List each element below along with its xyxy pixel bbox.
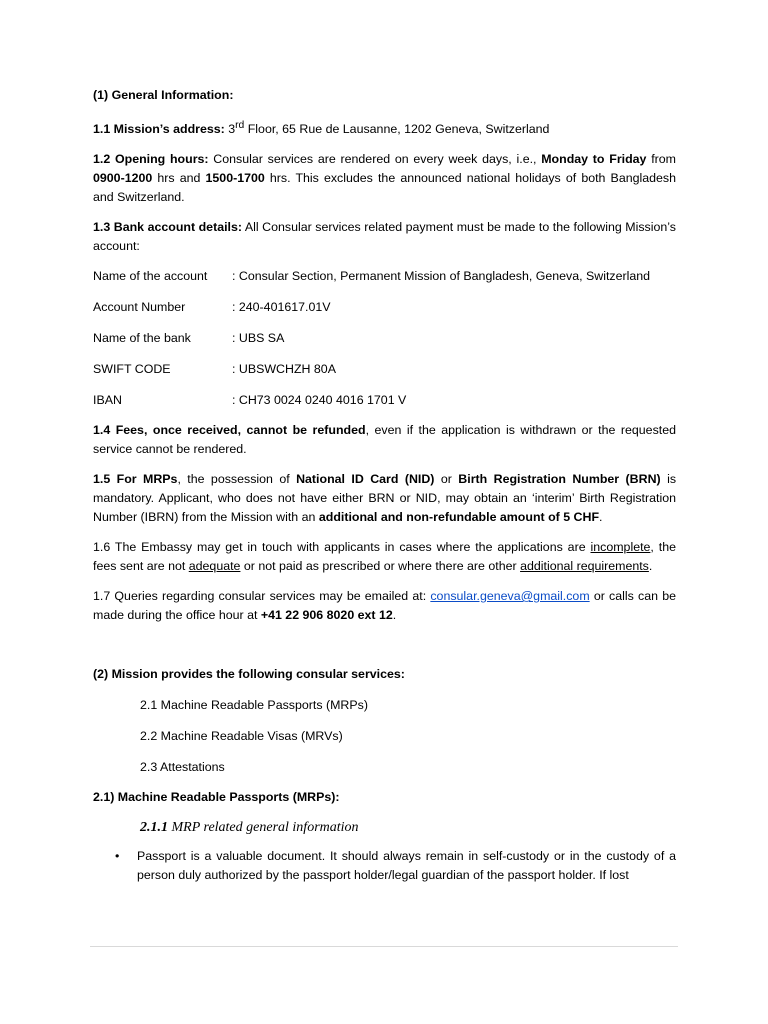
account-row: Name of the bank : UBS SA: [93, 331, 285, 346]
account-row: SWIFT CODE : UBSWCHZH 80A: [93, 362, 336, 377]
section-1-heading: (1) General Information:: [93, 88, 234, 102]
opening-hours-paragraph: 1.2 Opening hours: Consular services are rendered on every week days, i.e., Monday to Friday from 0900-1200 hrs and 1500-1700 hrs. This excludes the announced national holidays of both Bangladesh and Switzerland.: [93, 152, 677, 205]
mrp-requirements-paragraph: 1.5 For MRPs, the possession of National ID Card (NID) or Birth Registration Number (BRN) is mandatory. Applicant, who does not have either BRN or NID, may obtain an ‘interim’ Birth Registration Number (IBRN) from the Mission with an additional and non-refundable amount of 5 CHF.: [93, 472, 677, 525]
account-row: IBAN : CH73 0024 0240 4016 1701 V: [93, 393, 407, 408]
embassy-contact-paragraph: 1.6 The Embassy may get in touch with applicants in cases where the applications are incomplete, the fees sent are not adequate or not paid as prescribed or where there are other additional requirements.: [93, 540, 676, 574]
address-paragraph: 1.1 Mission’s address: 3rd Floor, 65 Rue de Lausanne, 1202 Geneva, Switzerland: [93, 120, 550, 137]
fees-paragraph: 1.4 Fees, once received, cannot be refunded, even if the application is withdrawn or the requested service cannot be rendered.: [93, 423, 676, 457]
account-row: Name of the account : Consular Section, Permanent Mission of Bangladesh, Geneva, Switzerland: [93, 269, 651, 284]
account-row: Account Number : 240-401617.01V: [93, 300, 331, 315]
section-2-heading: (2) Mission provides the following consular services:: [93, 667, 405, 682]
queries-paragraph: 1.7 Queries regarding consular services may be emailed at: consular.geneva@gmail.com or calls can be made during the office hour at +41 22 906 8020 ext 12.: [93, 589, 676, 623]
bullet-item: • Passport is a valuable document. It should always remain in self-custody or in the custody of a person duly authorized by the passport holder/legal guardian of the passport holder. If lost: [93, 847, 676, 885]
service-item: 2.2 Machine Readable Visas (MRVs): [140, 729, 343, 744]
consular-email-link[interactable]: consular.geneva@gmail.com: [430, 589, 590, 604]
document-body: [93, 86, 676, 885]
page-bottom-divider: [90, 946, 678, 947]
service-item: 2.1 Machine Readable Passports (MRPs): [140, 698, 368, 713]
mrp-subsection-heading: 2.1.1 MRP related general information: [140, 820, 359, 836]
mrp-section-heading: 2.1) Machine Readable Passports (MRPs):: [93, 790, 340, 805]
service-item: 2.3 Attestations: [140, 760, 225, 775]
bullet-mark: •: [115, 849, 120, 864]
bank-details-paragraph: 1.3 Bank account details: All Consular services related payment must be made to the following Mission’s account:: [93, 220, 676, 254]
account-details-table: [93, 267, 676, 410]
